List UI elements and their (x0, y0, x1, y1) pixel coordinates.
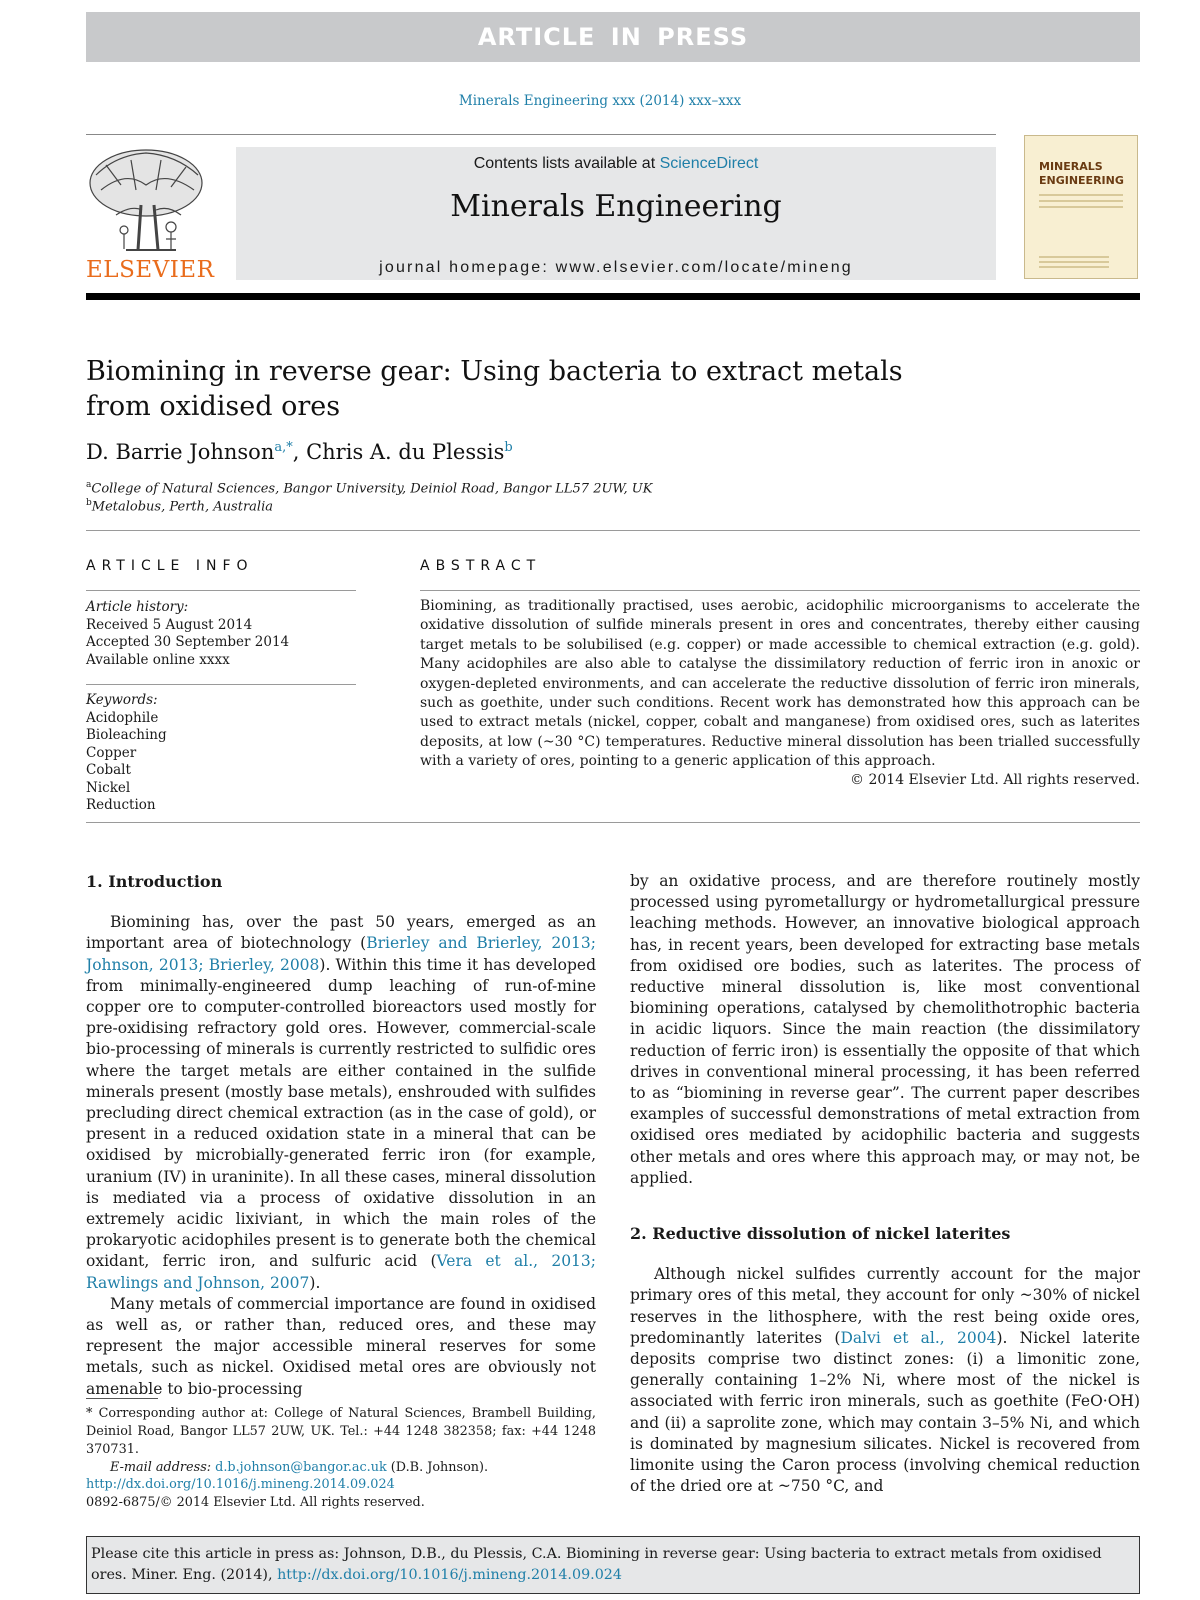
cover-text-lines (1039, 194, 1123, 212)
contents-line (236, 155, 996, 173)
cover-title (1039, 160, 1124, 188)
affiliation-mark: b (86, 498, 92, 508)
body-paragraph (86, 912, 596, 1294)
body-column-right (630, 871, 1140, 1497)
history-item: Available online xxxx (86, 651, 230, 668)
paragraph-text: Biomining has, over the past 50 years, emerged as an important area of biotechnology ( (86, 913, 596, 953)
body-column-left (86, 871, 596, 1400)
body-paragraph (630, 1264, 1140, 1497)
citation-box (86, 1536, 1140, 1594)
citation-link[interactable]: Dalvi et al., 2004 (840, 1328, 997, 1347)
affiliation-text: College of Natural Sciences, Bangor University, Deiniol Road, Bangor LL57 2UW, UK (91, 481, 653, 497)
journal-homepage[interactable]: journal homepage: www.elsevier.com/locate/mineng (379, 259, 853, 276)
body-paragraph: by an oxidative process, and are therefore routinely mostly processed using pyrometallurgy or hydrometallurgical pressure leaching methods. However, an innovative biological approach has, in recent years, been developed for extracting base metals from oxidised ore bodies, such as laterites. The process of reductive mineral dissolution is, like most conventional biomining operations, catalysed by chemolithotrophic bacteria in acidic liquors. Since the main reaction (the dissimilatory reduction of ferric iron) is essentially the opposite of that which drives in conventional mineral processing, it has been referred to as “biomining in reverse gear”. The current paper describes examples of successful demonstrations of metal extraction from oxidised ores mediated by acidophilic bacteria and suggests other metals and ores where this approach may, or may not, be applied. (630, 872, 1140, 1187)
divider (86, 684, 356, 685)
doi-link[interactable]: http://dx.doi.org/10.1016/j.mineng.2014.09.024 (86, 1477, 395, 1492)
journal-reference-link[interactable]: Minerals Engineering xxx (2014) xxx–xxx (458, 93, 742, 109)
section-heading: 1. Introduction (86, 872, 223, 891)
article-in-press-banner: ARTICLE IN PRESS (86, 12, 1140, 62)
keywords (86, 692, 167, 815)
divider (86, 590, 356, 591)
issn-line: 0892-6875/© 2014 Elsevier Ltd. All rights reserved. (86, 1495, 425, 1510)
affiliation-b (86, 498, 273, 514)
article-title: Biomining in reverse gear: Using bacteria to extract metals from oxidised ores (86, 356, 903, 422)
journal-masthead (236, 147, 996, 280)
footnote-rule (86, 1398, 158, 1399)
contents-prefix: Contents lists available at (473, 155, 660, 172)
journal-cover-thumbnail (1024, 135, 1138, 279)
cover-title-line2: ENGINEERING (1039, 174, 1124, 187)
paragraph-text: ). Nickel laterite deposits comprise two distinct zones: (i) a limonitic zone, generally containing 1–2% Ni, where most of the nickel is associated with ferric iron minerals, such as goethite (FeO·OH) and (ii) a saprolite zone, which may contain 3–5% Ni, and which is dominated by magnesium silicates. Nickel is recovered from limonite using the Caron process (involving chemical reduction of the dried ore at ~750 °C, and (630, 1328, 1140, 1496)
email-label: E-mail address: (110, 1460, 216, 1475)
divider (420, 590, 1140, 591)
section-heading: 2. Reductive dissolution of nickel laterites (630, 1224, 1011, 1244)
affiliation-mark: a (86, 480, 92, 490)
author-name: Chris A. du Plessis (306, 440, 505, 464)
cover-title-line1: MINERALS (1039, 160, 1103, 173)
keyword-item: Cobalt (86, 762, 131, 778)
citation-link[interactable]: Vera et al., 2013; Rawlings and Johnson, 2007 (86, 1252, 597, 1292)
article-info-heading: ARTICLE INFO (86, 558, 254, 574)
history-label: Article history: (86, 599, 189, 615)
paragraph-text: ). (309, 1273, 321, 1292)
keyword-item: Acidophile (86, 709, 159, 726)
history-item: Received 5 August 2014 (86, 616, 253, 633)
footnote-email-line (86, 1459, 596, 1477)
paragraph-text: ). Within this time it has developed from minimally-engineered dump leaching of run-of-mine copper ore to computer-controlled bioreactors used mostly for pre-oxidising refractory gold ores. However, commercial-scale bio-processing of minerals is currently restricted to sulfidic ores where the target metals are either contained in the sulfide minerals present (mostly base metals), enshrouded with sulfides precluding direct chemical extraction (as in the case of gold), or present in a reduced oxidation state in a mineral that can be oxidised by microbially-generated ferric iron (for example, uranium (IV) in uraninite). In all these cases, mineral dissolution is mediated via a process of oxidative dissolution in an extremely acidic lixiviant, in which the main roles of the prokaryotic acidophiles present is to generate both the chemical oxidant, ferric iron, and sulfuric acid ( (86, 955, 596, 1271)
doi-block (86, 1476, 425, 1512)
footnote-text: * Corresponding author at: College of Natural Sciences, Brambell Building, Deiniol Road, Bangor LL57 2UW, UK. Tel.: +44 1248 382358; fax: +44 1248 370731. (86, 1406, 596, 1457)
keyword-item: Bioleaching (86, 727, 167, 743)
email-link[interactable]: d.b.johnson@bangor.ac.uk (215, 1460, 387, 1475)
keywords-label: Keywords: (86, 692, 158, 708)
journal-name: Minerals Engineering (450, 189, 782, 224)
citation-text: Please cite this article in press as: Johnson, D.B., du Plessis, C.A. Biomining in reverse gear: Using bacteria to extract metals from oxidised ores. Miner. Eng. (2014), (91, 1546, 1102, 1583)
citation-link[interactable]: Brierley and Brierley, 2013; Johnson, 2013; Brierley, 2008 (86, 934, 596, 974)
masthead-thick-rule (86, 293, 1140, 300)
affiliation-text: Metalobus, Perth, Australia (91, 499, 273, 515)
keyword-item: Nickel (86, 779, 131, 796)
history-item: Accepted 30 September 2014 (86, 634, 290, 650)
abstract-text: Biomining, as traditionally practised, uses aerobic, acidophilic microorganisms to accelerate the oxidative dissolution of sulfide minerals present in ores and concentrates, thereby either causing target metals to be solubilised (e.g. copper) or made accessible to chemical extraction (e.g. gold). Many acidophiles are also able to catalyse the dissimilatory reduction of ferric iron in anoxic or oxygen-depleted environments, and can accelerate the reductive dissolution of ferric iron minerals, such as goethite, under such conditions. Recent work has demonstrated how this approach can be used to extract metals (nickel, copper, cobalt and manganese) from oxidised ores, such as laterites deposits, at low (~30 °C) temperatures. Reductive mineral dissolution has been trialled successfully with a variety of ores, pointing to a generic application of this approach. (420, 598, 1140, 770)
author-affiliation-mark[interactable]: a,* (274, 440, 293, 455)
header-rule (86, 134, 996, 135)
author-list (86, 440, 513, 464)
author-name: D. Barrie Johnson (86, 440, 275, 464)
author-separator: , (292, 440, 307, 464)
keyword-item: Reduction (86, 797, 156, 813)
publisher-name: ELSEVIER (86, 257, 215, 283)
divider (86, 530, 1140, 531)
paragraph-text: Although nickel sulfides currently account for the major primary ores of this metal, they account for only ~30% of nickel reserves in the lithosphere, with the rest being oxide ores, predominantly laterites ( (630, 1265, 1140, 1347)
abstract-heading: ABSTRACT (420, 558, 542, 574)
keyword-item: Copper (86, 744, 137, 761)
abstract-copyright: © 2014 Elsevier Ltd. All rights reserved. (850, 772, 1140, 788)
cover-footer-lines (1039, 253, 1109, 268)
corresponding-author-footnote (86, 1405, 596, 1477)
author-affiliation-mark[interactable]: b (504, 440, 513, 455)
sciencedirect-link[interactable]: ScienceDirect (659, 155, 759, 172)
affiliation-a (86, 480, 652, 496)
divider (86, 822, 1140, 823)
citation-doi-link[interactable]: http://dx.doi.org/10.1016/j.mineng.2014.09.024 (277, 1567, 622, 1583)
body-paragraph: Many metals of commercial importance are found in oxidised as well as, or rather than, reduced ores, and these may represent the major accessible mineral reserves for some metals, such as nickel. Oxidised metal ores are obviously not amenable to bio-processing (86, 1294, 596, 1398)
email-suffix: (D.B. Johnson). (386, 1460, 489, 1475)
article-history (86, 599, 289, 669)
